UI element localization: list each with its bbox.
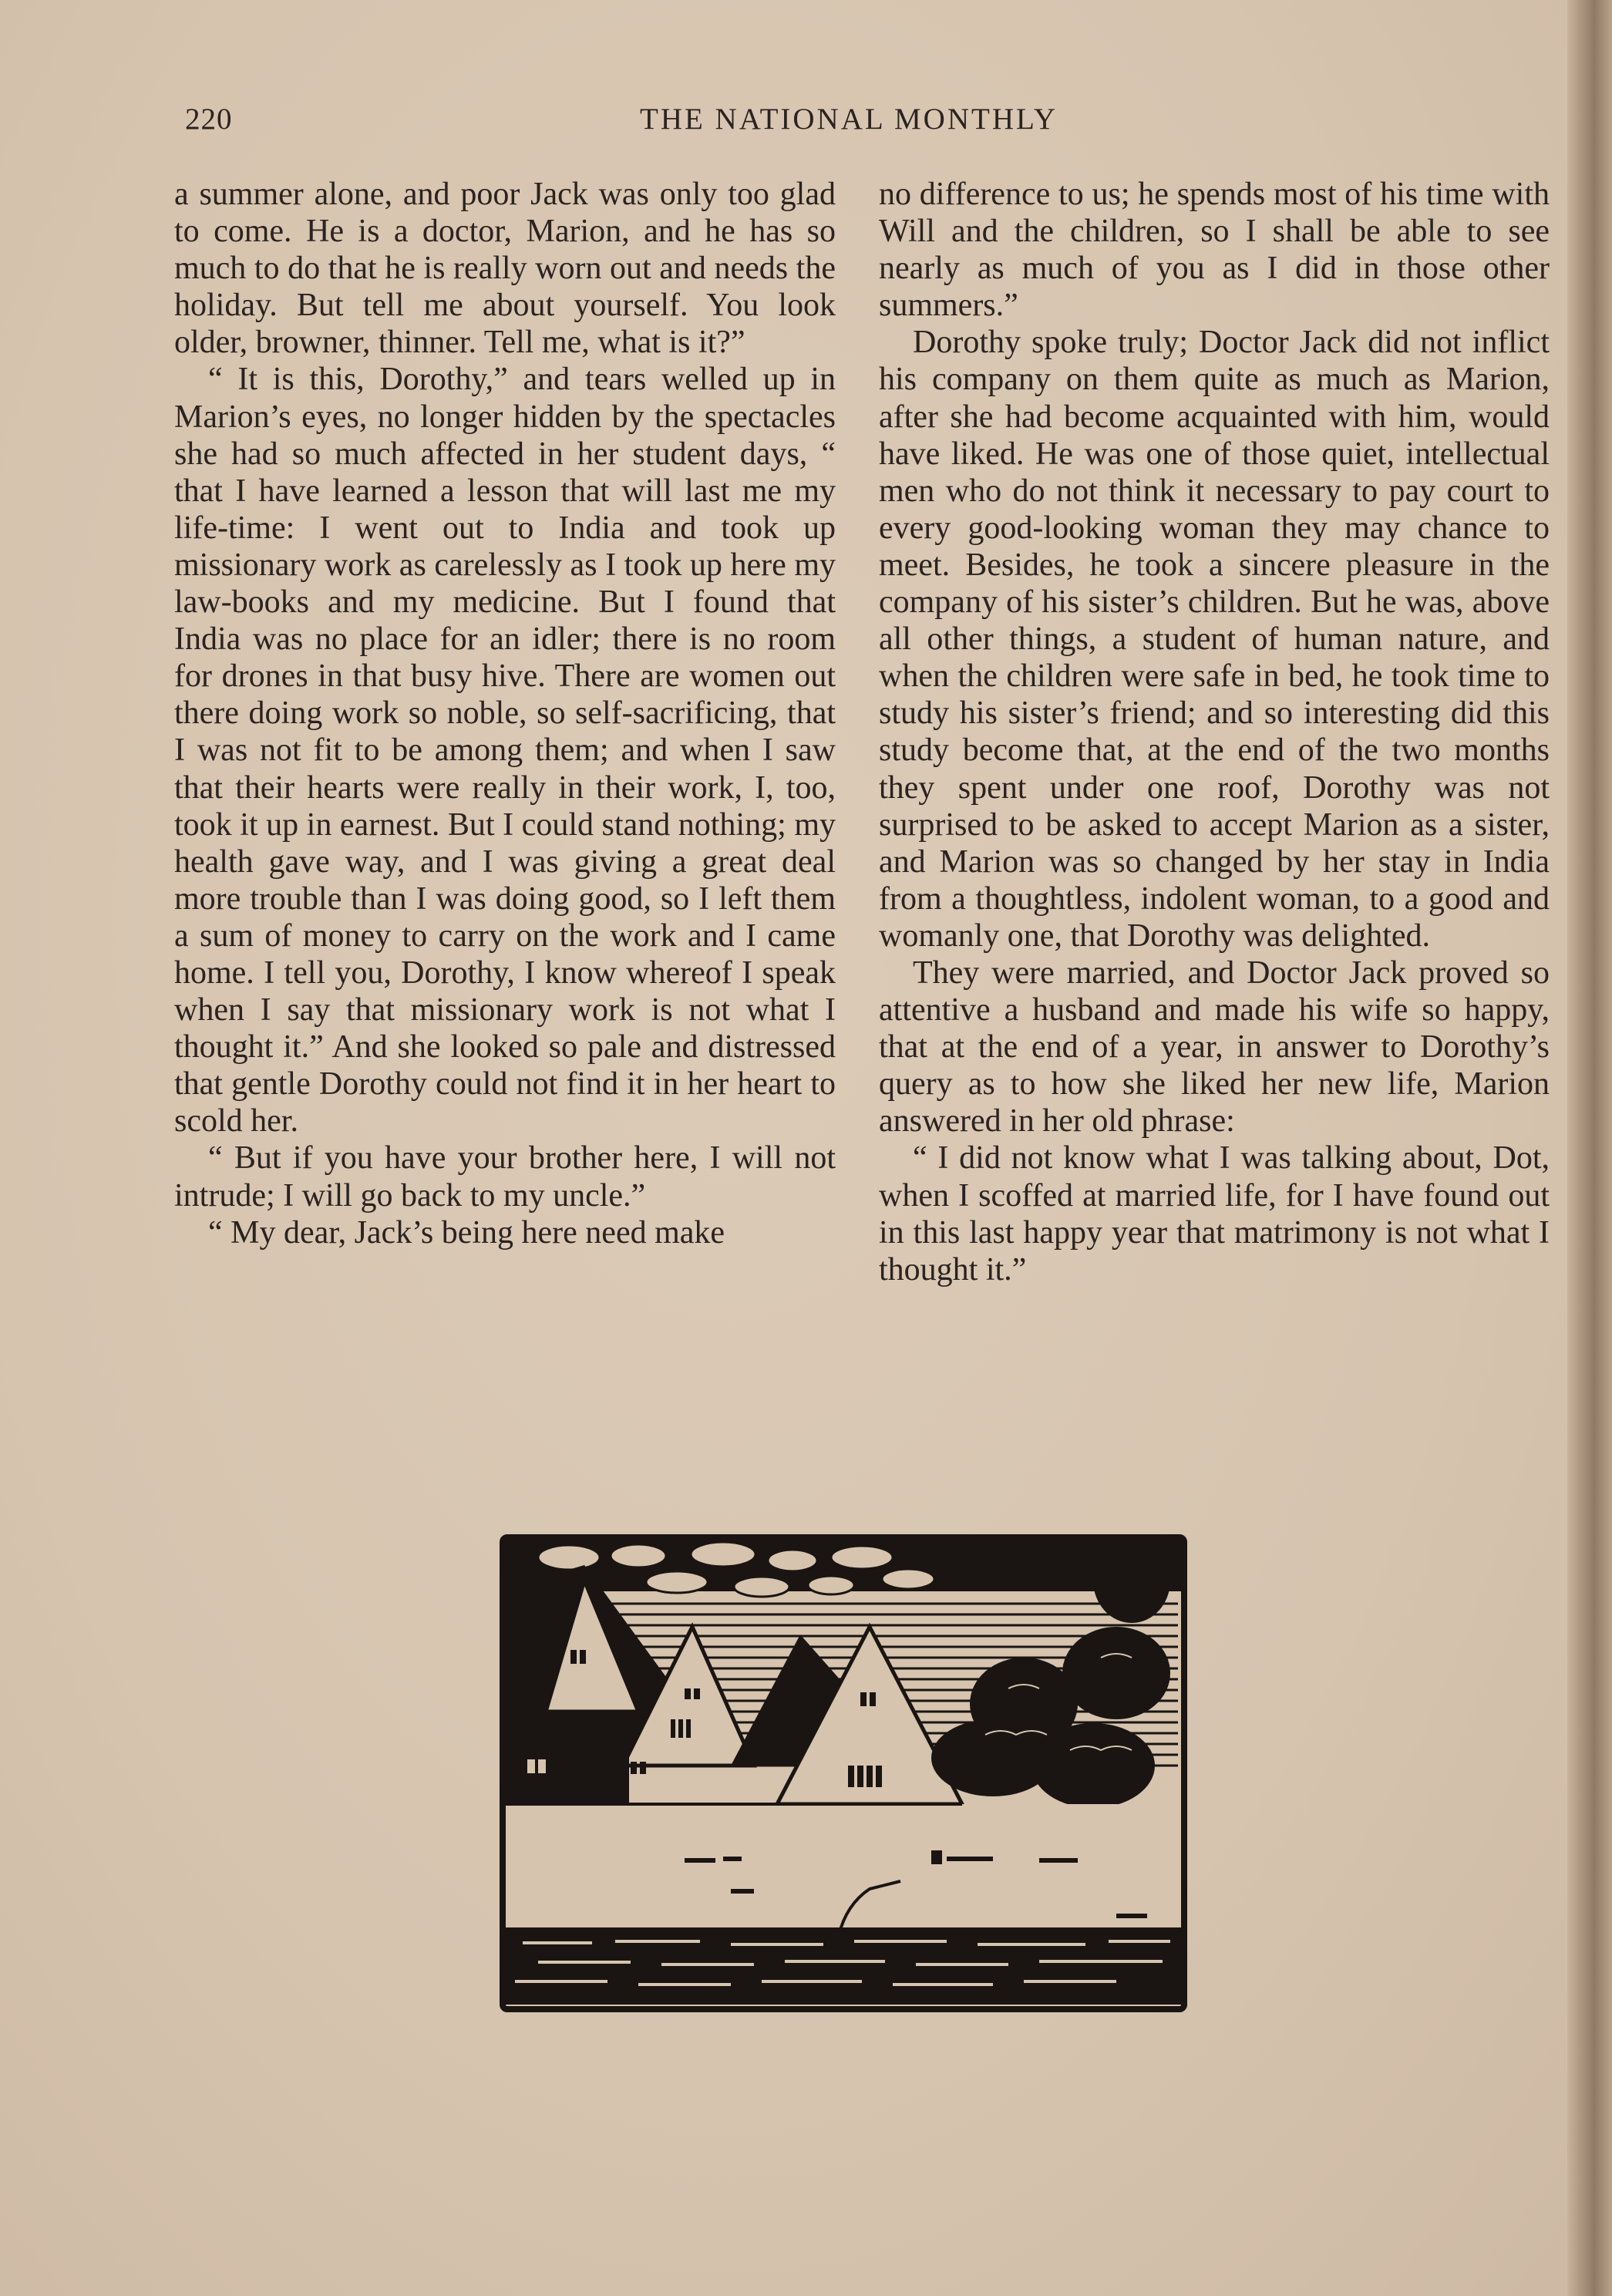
left-column bbox=[174, 176, 836, 1251]
paragraph: “ It is this, Dorothy,” and tears welled up in Marion’s eyes, no longer hidden by the spectacles she had so much affected in her student days, “ that I have learned a lesson that will last me my life-time: I went out to India and took up missionary work as carelessly as I took up here my law-books and my medicine. But I found that India was no place for an idler; there is no room for drones in that busy hive. There are women out there doing work so noble, so self-sacrificing, that I was not fit to be among them; and when I saw that their hearts were really in their work, I, too, took it up in earnest. But I could stand nothing; my health gave way, and I was giving a great deal more trouble than I was doing good, so I left them a sum of money to carry on the work and I came home. I tell you, Dorothy, I know whereof I speak when I say that missionary work is not what I thought it.” And she looked so pale and distressed that gentle Dorothy could not find it in her heart to scold her. bbox=[174, 362, 836, 1140]
paragraph: “ I did not know what I was talking about, Dot, when I scoffed at married life, for I have found out in this last happy year that matrimony is not what I thought it.” bbox=[879, 1140, 1550, 1288]
paragraph: “ My dear, Jack’s being here need make bbox=[208, 1214, 725, 1251]
paragraph: “ But if you have your brother here, I will not intrude; I will go back to my uncle.” bbox=[174, 1140, 836, 1214]
woodcut-illustration-houses bbox=[500, 1534, 1187, 2012]
right-column bbox=[879, 176, 1550, 1288]
paragraph: a summer alone, and poor Jack was only too glad to come. He is a doctor, Marion, and he has so much to do that he is really worn out and needs the holiday. But tell me about yourself. You look older, browner, thinner. Tell me, what is it?” bbox=[174, 177, 836, 361]
running-title: THE NATIONAL MONTHLY bbox=[640, 103, 1058, 136]
page-header bbox=[0, 102, 1612, 148]
page-number: 220 bbox=[185, 103, 233, 136]
paragraph: Dorothy spoke truly; Doctor Jack did not inflict his company on them quite as much as Marion, after she had become acquainted with him, would have liked. He was one of those quiet, intellectual men who do not think it necessary to pay court to every good-looking woman they may chance to meet. Besides, he took a sincere pleasure in the company of his sister’s children. But he was, above all other things, a student of human nature, and when the children were safe in bed, he took time to study his sister’s friend; and so interesting did this study become that, at the end of the two months they spent under one roof, Dorothy was not surprised to be asked to accept Marion as a sister, and Marion was so changed by her stay in India from a thoughtless, indolent woman, to a good and womanly one, that Dorothy was delighted. bbox=[879, 325, 1550, 954]
page-edge-shadow bbox=[1567, 0, 1612, 2296]
paragraph: no difference to us; he spends most of his time with Will and the children, so I shall be able to see nearly as much of you as I did in those other summers.” bbox=[879, 177, 1550, 324]
paragraph: They were married, and Doctor Jack proved so attentive a husband and made his wife so happy, that at the end of a year, in answer to Dorothy’s query as to how she liked her new life, Marion answered in her old phrase: bbox=[879, 954, 1550, 1140]
